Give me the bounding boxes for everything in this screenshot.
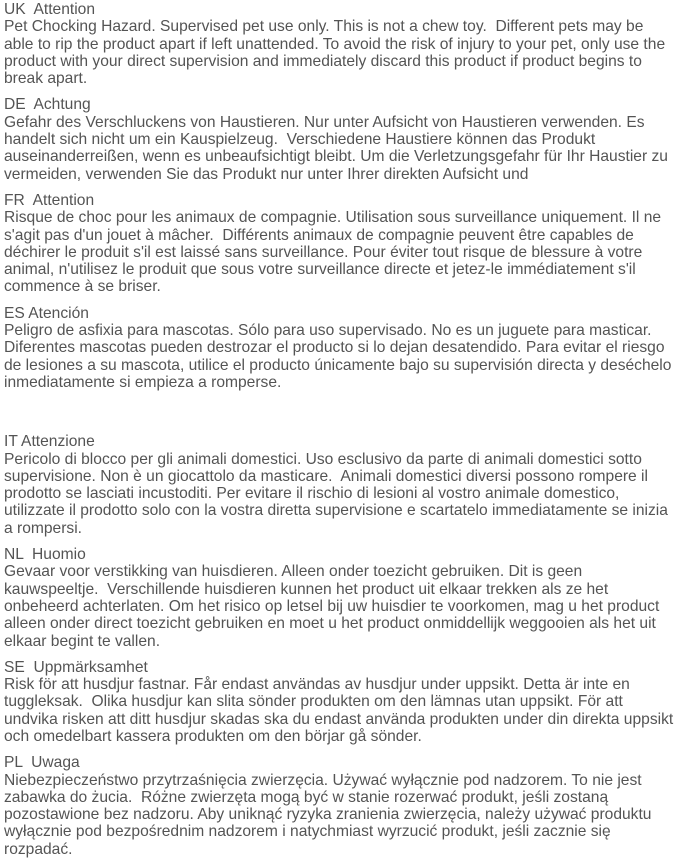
warning-section-nl xyxy=(4,546,674,650)
section-body-es: Peligro de asfixia para mascotas. Sólo para uso supervisado. No es un juguete para masticar. Diferentes mascotas pueden destrozar el producto si lo dejan desatendido. Para evitar el riesgo de lesiones a su mascota, utilice el producto únicamente bajo su supervisión directa y deséchelo inmediatamente si empieza a romperse. xyxy=(4,322,676,391)
section-body-se: Risk för att husdjur fastnar. Får endast användas av husdjur under uppsikt. Detta är inte en tuggleksak. Olika husdjur kan slita sönder produkten om den lämnas utan uppsikt. För att undvika risken att ditt husdjur skadas ska du endast använda produkten under din direkta uppsikt och omedelbart kassera produkten om den börjar gå sönder. xyxy=(4,676,678,745)
section-body-it: Pericolo di blocco per gli animali domestici. Uso esclusivo da parte di animali domestici sotto supervisione. Non è un giocattolo da masticare. Animali domestici diversi possono rompere il prodotto se lasciati incustoditi. Per evitare il rischio di lesioni al vostro animale domestico, utilizzate il prodotto solo con la vostra diretta supervisione e scartatelo immediatamente se inizia a rompersi. xyxy=(4,450,673,537)
section-body-de: Gefahr des Verschluckens von Haustieren. Nur unter Aufsicht von Haustieren verwenden. Es handelt sich nicht um ein Kauspielzeug. Verschiedene Haustiere können das Produkt auseinanderreißen, wenn es unbeaufsichtigt bleibt. Um die Verletzungsgefahr für Ihr Haustier zu vermeiden, verwenden Sie das Produkt nur unter Ihrer direkten Aufsicht und xyxy=(4,113,673,183)
warning-section-pl xyxy=(4,754,674,858)
section-heading-uk: UK Attention xyxy=(4,1,96,18)
warning-section-fr xyxy=(4,192,674,296)
section-heading-es: ES Atención xyxy=(4,304,89,322)
section-body-nl: Gevaar voor verstikking van huisdieren. Alleen onder toezicht gebruiken. Dit is geen kauwspeeltje. Verschillende huisdieren kunnen het product uit elkaar trekken als ze het onbeheerd achterlaten. Om het risico op letsel bij uw huisdier te voorkomen, mag u het product alleen onder direct toezicht gebruiken en moet u het product onmiddellijk weggooien als het uit elkaar begint te vallen. xyxy=(4,563,664,650)
warning-section-es xyxy=(4,305,674,391)
section-body-fr: Risque de choc pour les animaux de compagnie. Utilisation sous surveillance uniquement. Il ne s'agit pas d'un jouet à mâcher. Différents animaux de compagnie peuvent être capables de déchirer le produit s'il est laissé sans surveillance. Pour éviter tout risque de blessure à votre animal, n'utilisez le produit que sous votre surveillance directe et jetez-le immédiatement s'il commence à se briser. xyxy=(4,209,666,296)
section-heading-it: IT Attenzione xyxy=(4,433,95,451)
section-heading-se: SE Uppmärksamhet xyxy=(4,658,148,676)
warning-section-it xyxy=(4,433,674,537)
warning-section-se xyxy=(4,658,678,745)
section-heading-fr: FR Attention xyxy=(4,191,95,209)
section-body-uk: Pet Chocking Hazard. Supervised pet use only. This is not a chew toy. Different pets may be able to rip the product apart if left unattended. To avoid the risk of injury to your pet, only use the product with your direct supervision and immediately discard this product if product begins to break apart. xyxy=(4,18,670,88)
section-heading-nl: NL Huomio xyxy=(4,546,86,564)
section-body-pl: Niebezpieczeństwo przytrzaśnięcia zwierzęcia. Używać wyłącznie pod nadzorem. To nie jest zabawka do żucia. Różne zwierzęta mogą być w stanie rozerwać produkt, jeśli zostaną pozostawione bez nadzoru. Aby uniknąć ryzyka zranienia zwierzęcia, należy używać produktu wyłącznie pod bezpośrednim nadzorem i natychmiast wyrzucić produkt, jeśli zacznie się rozpadać. xyxy=(4,771,656,858)
section-heading-pl: PL Uwaga xyxy=(4,754,80,772)
warning-section-uk xyxy=(4,1,674,87)
warning-section-de xyxy=(4,96,674,182)
section-heading-de: DE Achtung xyxy=(4,96,91,114)
